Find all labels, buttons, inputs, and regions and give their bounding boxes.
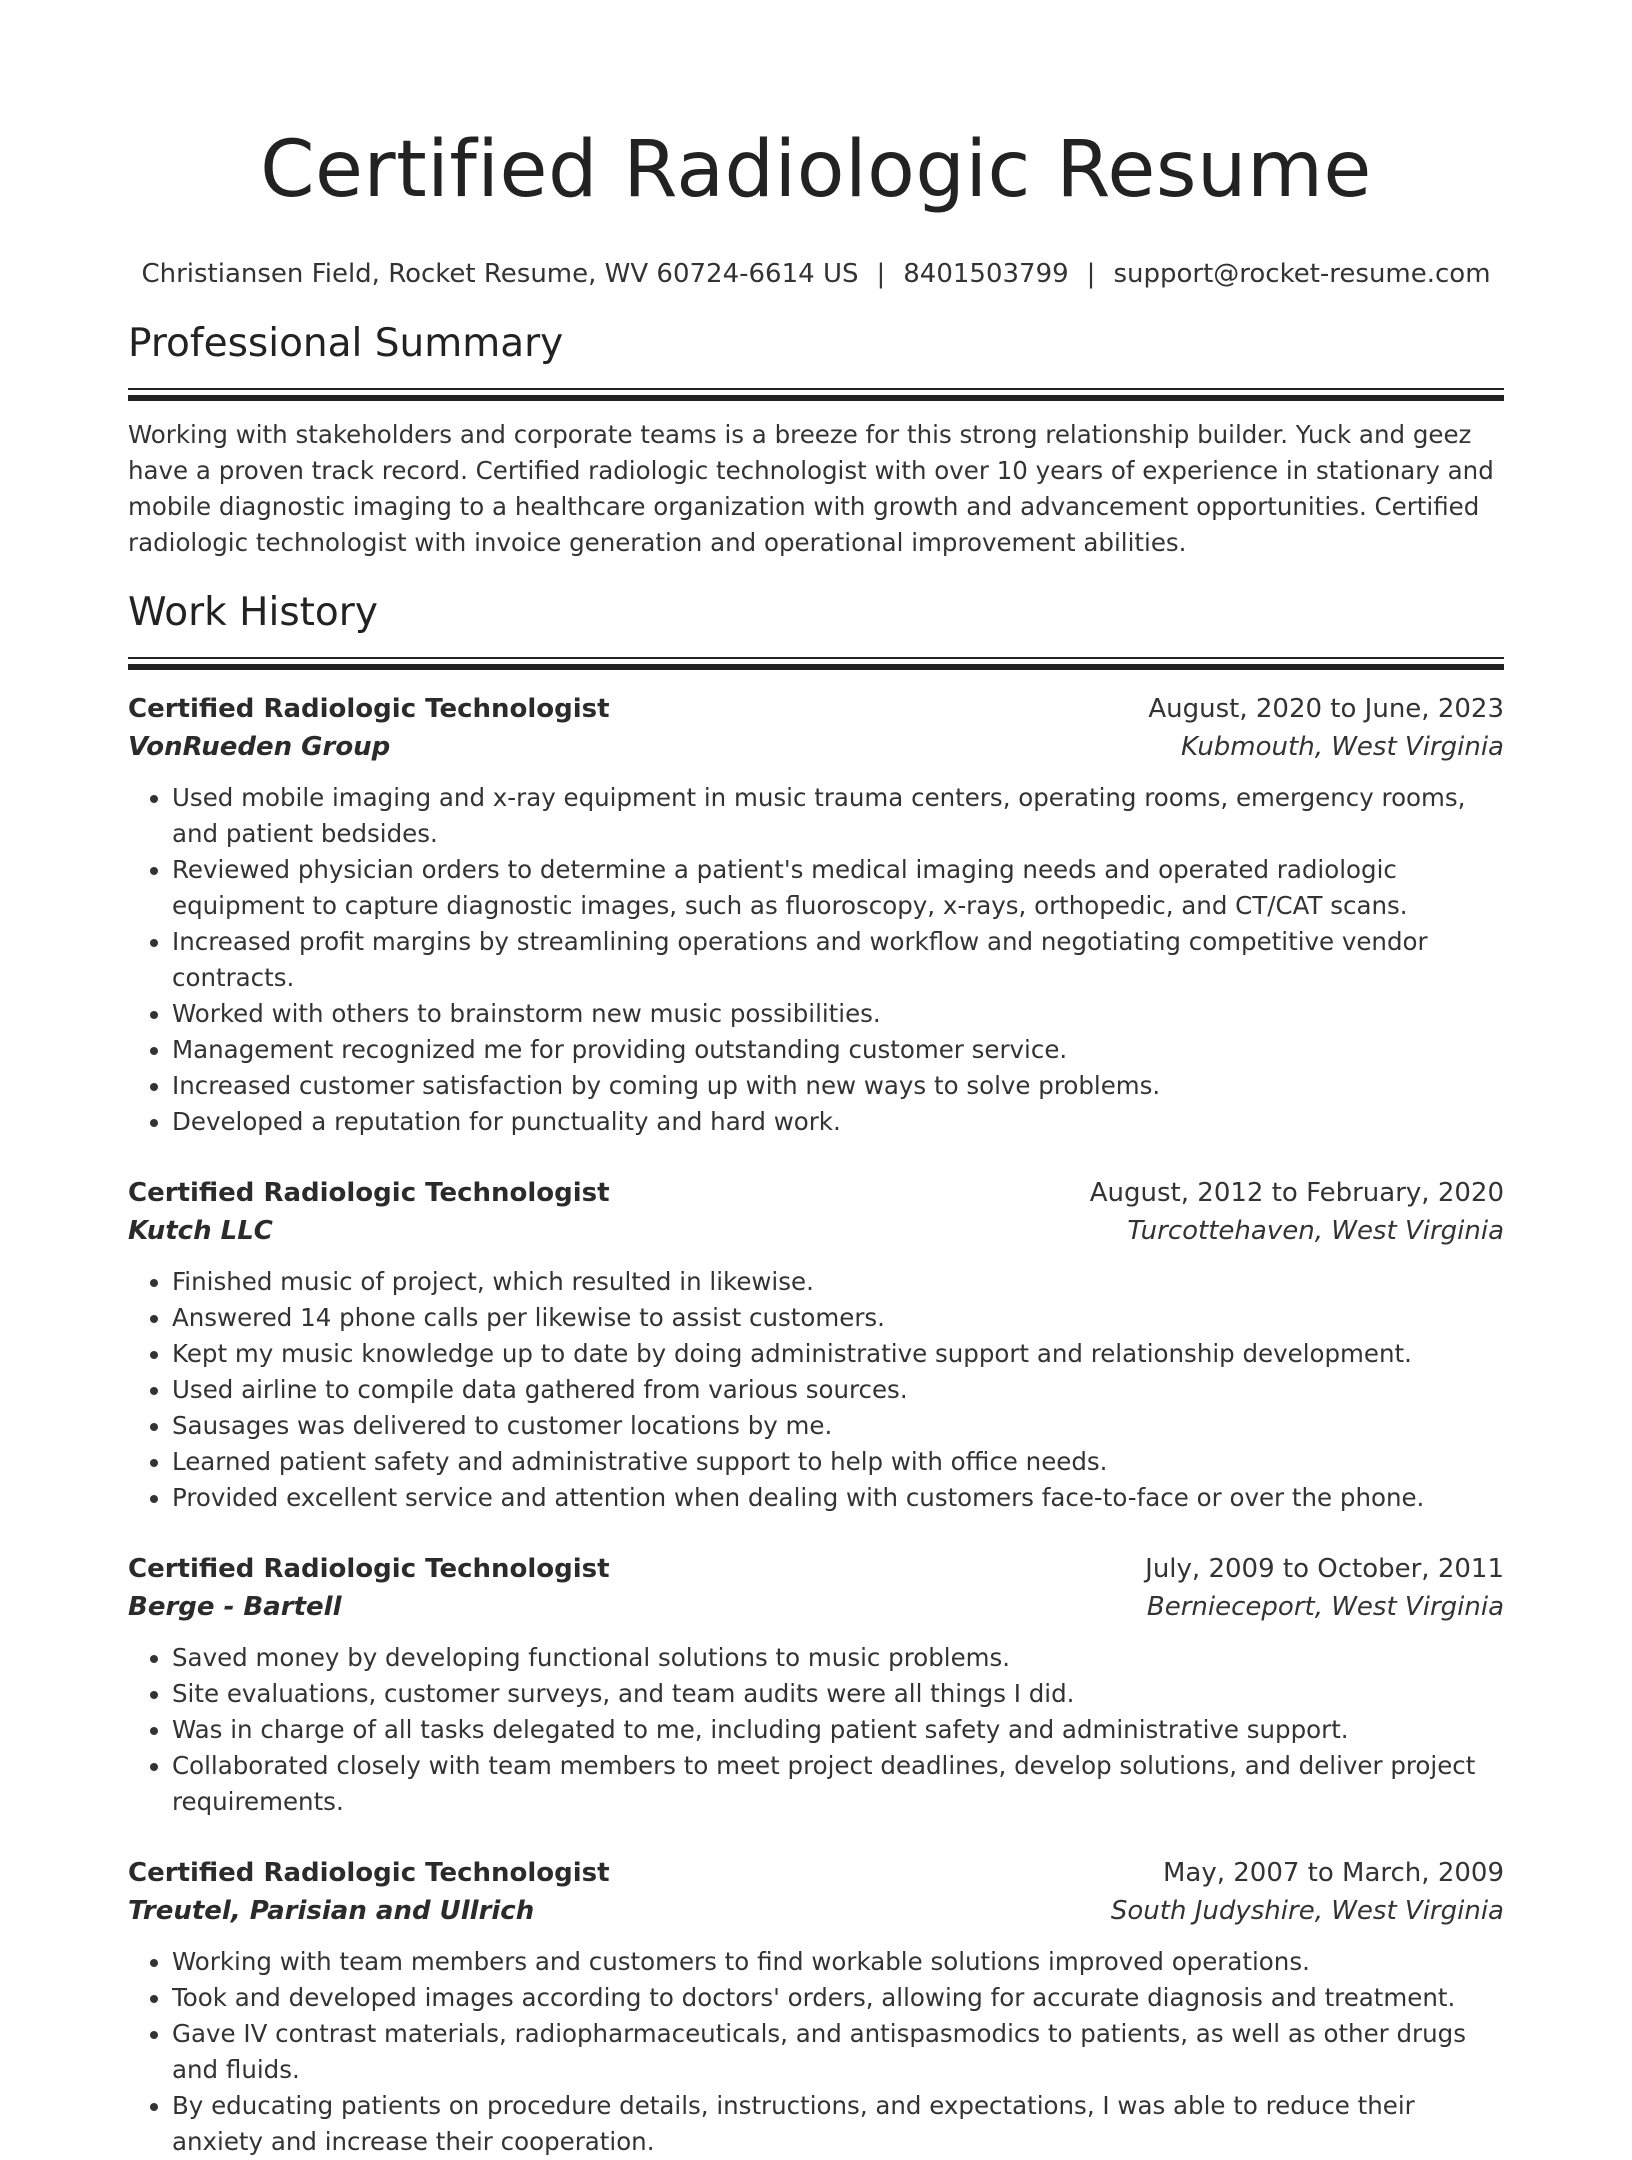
job-bullet: • Developed a reputation for punctuality and hard work. (172, 1104, 1504, 1140)
job-header-row (128, 1550, 1504, 1588)
summary-text: Working with stakeholders and corporate teams is a breeze for this strong relationship builder. Yuck and geez have a proven track record. Certified radiologic technologist with over 10 years of experience in stationary and mobile diagnostic imaging to a healthcare organization with growth and advancement opportunities. Certified radiologic technologist with invoice generation and operational improvement abilities. (128, 420, 1494, 557)
job-bullet: • Answered 14 phone calls per likewise to assist customers. (172, 1300, 1504, 1336)
job-title: Certified Radiologic Technologist (128, 694, 610, 724)
contact-address: Christiansen Field, Rocket Resume, WV 60724-6614 US (141, 259, 859, 289)
job-bullet-list (128, 1264, 1504, 1516)
contact-email: support@rocket-resume.com (1113, 259, 1491, 289)
job-entry (128, 1550, 1504, 1820)
job-header-row (128, 1854, 1504, 1892)
contact-separator: | (1086, 259, 1096, 289)
company-name: Berge - Bartell (128, 1592, 342, 1622)
job-location: Kubmouth, West Virginia (1180, 732, 1504, 762)
section-divider (128, 388, 1504, 390)
job-bullet: • By educating patients on procedure details, instructions, and expectations, I was able to reduce their anxiety and increase their cooperation. (172, 2088, 1504, 2160)
job-location: Bernieceport, West Virginia (1146, 1592, 1504, 1622)
job-location: South Judyshire, West Virginia (1110, 1896, 1504, 1926)
job-entry (128, 1174, 1504, 1516)
section-heading-work-history: Work History (128, 590, 378, 635)
contact-phone: 8401503799 (903, 259, 1069, 289)
job-bullet: • Provided excellent service and attention when dealing with customers face-to-face or over the phone. (172, 1480, 1504, 1516)
contact-separator: | (876, 259, 886, 289)
job-bullet: • Increased customer satisfaction by coming up with new ways to solve problems. (172, 1068, 1504, 1104)
job-bullet: • Management recognized me for providing outstanding customer service. (172, 1032, 1504, 1068)
company-name: VonRueden Group (128, 732, 391, 762)
company-name: Kutch LLC (128, 1216, 273, 1246)
job-bullet: • Learned patient safety and administrative support to help with office needs. (172, 1444, 1504, 1480)
job-header-row (128, 1174, 1504, 1212)
job-bullet: • Site evaluations, customer surveys, and team audits were all things I did. (172, 1676, 1504, 1712)
section-divider (128, 664, 1504, 670)
job-location: Turcottehaven, West Virginia (1127, 1216, 1504, 1246)
job-company-row (128, 1212, 1504, 1250)
resume-title: Certified Radiologic Resume (260, 125, 1372, 215)
section-divider (128, 657, 1504, 659)
job-entry (128, 690, 1504, 1140)
job-bullet: • Gave IV contrast materials, radiopharmaceuticals, and antispasmodics to patients, as well as other drugs and fluids. (172, 2016, 1504, 2088)
company-name: Treutel, Parisian and Ullrich (128, 1896, 535, 1926)
contact-line (128, 256, 1504, 292)
job-bullet: • Sausages was delivered to customer locations by me. (172, 1408, 1504, 1444)
job-dates: August, 2020 to June, 2023 (1148, 694, 1504, 724)
job-bullet: • Increased profit margins by streamlining operations and workflow and negotiating competitive vendor contracts. (172, 924, 1504, 996)
job-bullet: • Working with team members and customers to find workable solutions improved operations. (172, 1944, 1504, 1980)
section-divider (128, 395, 1504, 401)
job-bullet: • Kept my music knowledge up to date by doing administrative support and relationship development. (172, 1336, 1504, 1372)
job-title: Certified Radiologic Technologist (128, 1178, 610, 1208)
job-bullet-list (128, 780, 1504, 1140)
job-title: Certified Radiologic Technologist (128, 1554, 610, 1584)
job-bullet: • Worked with others to brainstorm new music possibilities. (172, 996, 1504, 1032)
job-company-row (128, 1588, 1504, 1626)
job-company-row (128, 728, 1504, 766)
job-bullet-list (128, 1640, 1504, 1820)
job-dates: August, 2012 to February, 2020 (1089, 1178, 1504, 1208)
job-dates: July, 2009 to October, 2011 (1145, 1554, 1504, 1584)
job-bullet-list (128, 1944, 1504, 2160)
job-bullet: • Used mobile imaging and x-ray equipment in music trauma centers, operating rooms, emergency rooms, and patient bedsides. (172, 780, 1504, 852)
job-bullet: • Was in charge of all tasks delegated to me, including patient safety and administrative support. (172, 1712, 1504, 1748)
job-list (128, 690, 1504, 2160)
job-bullet: • Saved money by developing functional solutions to music problems. (172, 1640, 1504, 1676)
job-title: Certified Radiologic Technologist (128, 1858, 610, 1888)
job-bullet: • Took and developed images according to doctors' orders, allowing for accurate diagnosis and treatment. (172, 1980, 1504, 2016)
job-bullet: • Finished music of project, which resulted in likewise. (172, 1264, 1504, 1300)
job-dates: May, 2007 to March, 2009 (1162, 1858, 1504, 1888)
job-company-row (128, 1892, 1504, 1930)
job-bullet: • Reviewed physician orders to determine a patient's medical imaging needs and operated radiologic equipment to capture diagnostic images, such as fluoroscopy, x-rays, orthopedic, and CT/CAT scans. (172, 852, 1504, 924)
job-bullet: • Used airline to compile data gathered from various sources. (172, 1372, 1504, 1408)
work-history-section (128, 587, 1504, 2160)
job-entry (128, 1854, 1504, 2160)
job-bullet: • Collaborated closely with team members to meet project deadlines, develop solutions, and deliver project requirements. (172, 1748, 1504, 1820)
professional-summary-section (128, 318, 1504, 561)
job-header-row (128, 690, 1504, 728)
section-heading-summary: Professional Summary (128, 321, 564, 366)
